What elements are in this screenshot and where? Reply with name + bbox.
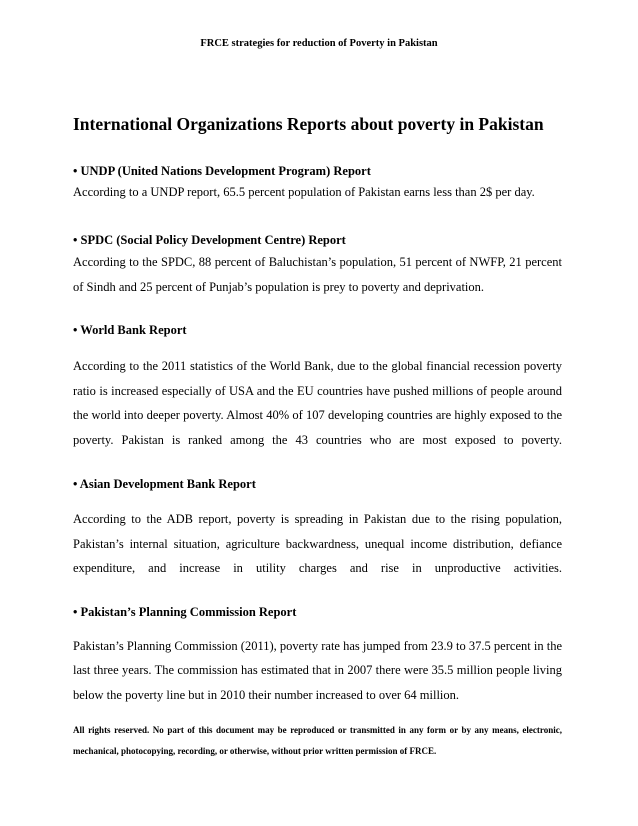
section-heading: • World Bank Report [73, 323, 187, 337]
section-heading: • Asian Development Bank Report [73, 477, 256, 491]
section-body: Pakistan’s Planning Commission (2011), poverty rate has jumped from 23.9 to 37.5 percent in the last three years. The commission has estimated that in 2007 there were 35.5 million people living below the poverty line but in 2010 their number increased to over 64 million. [73, 638, 562, 702]
section-heading: • Pakistan’s Planning Commission Report [73, 604, 297, 619]
section-heading: • UNDP (United Nations Development Program) Report [73, 164, 371, 178]
section-planning-commission [73, 603, 562, 708]
section-adb [73, 475, 562, 581]
section-spdc [73, 231, 562, 299]
page-title: International Organizations Reports about poverty in Pakistan [73, 114, 544, 134]
section-heading: • SPDC (Social Policy Development Centre) Report [73, 233, 346, 247]
section-undp [73, 162, 562, 203]
page-content [73, 112, 562, 762]
page-header: FRCE strategies for reduction of Poverty in Pakistan [200, 38, 438, 49]
section-body: According to the 2011 statistics of the World Bank, due to the global financial recession poverty ratio is increased especially of USA and the EU countries have pushed millions of people around the world into deeper poverty. Almost 40% of 107 developing countries are highly exposed to the poverty. Pakistan is ranked among the 43 countries who are most exposed to poverty. [73, 359, 562, 447]
section-world-bank [73, 321, 562, 452]
copyright-notice: All rights reserved. No part of this document may be reproduced or transmitted in any form or by any means, electronic, mechanical, photocopying, recording, or otherwise, without prior written permission of FRCE. [73, 725, 562, 756]
section-body: According to the ADB report, poverty is spreading in Pakistan due to the rising population, Pakistan’s internal situation, agriculture backwardness, unequal income distribution, defiance expenditure, and increase in utility charges and rise in unproductive activities. [73, 512, 562, 575]
section-body: According to the SPDC, 88 percent of Baluchistan’s population, 51 percent of NWFP, 21 percent of Sindh and 25 percent of Punjab’s population is prey to poverty and deprivation. [73, 255, 562, 294]
section-body: According to a UNDP report, 65.5 percent population of Pakistan earns less than 2$ per day. [73, 185, 535, 199]
